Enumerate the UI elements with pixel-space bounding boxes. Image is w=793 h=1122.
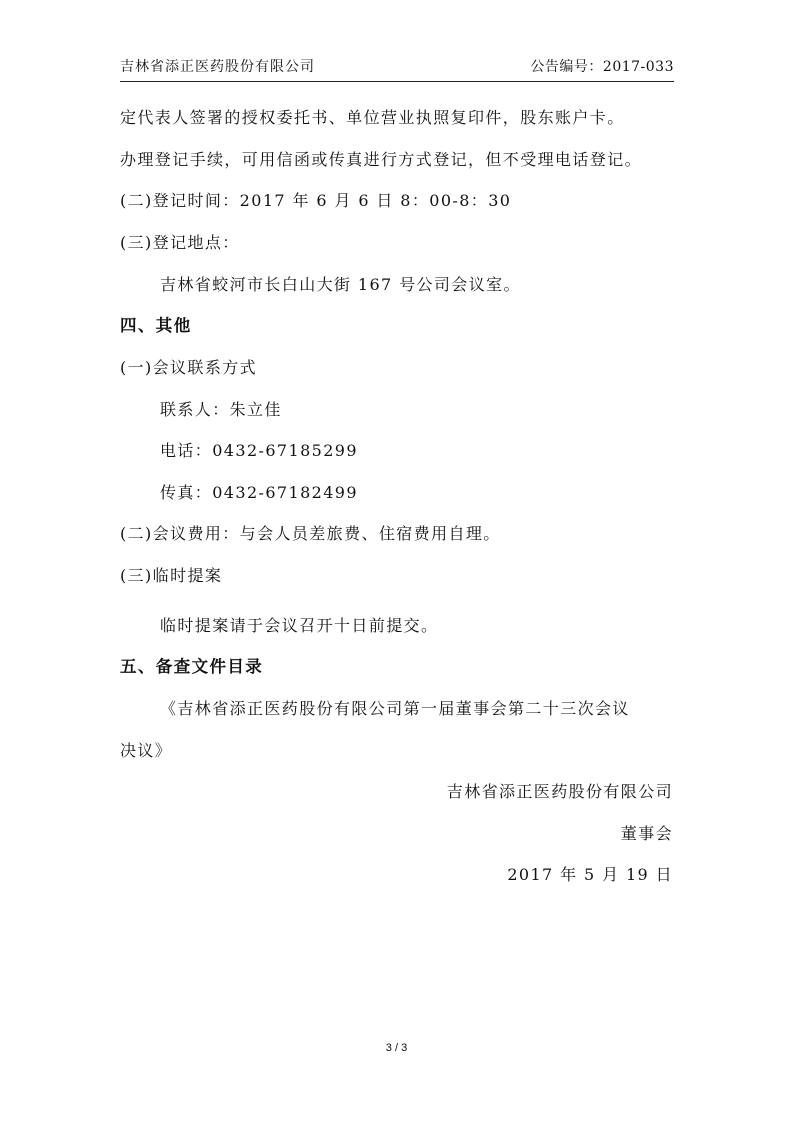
reference-document-line-1: 《吉林省添正医药股份有限公司第一届董事会第二十三次会议 [160, 699, 630, 718]
signature-company: 吉林省添正医药股份有限公司 [446, 782, 673, 801]
body-line-authorization: 定代表人签署的授权委托书、单位营业执照复印件，股东账户卡。 [120, 108, 625, 127]
contact-person: 联系人：朱立佳 [160, 400, 282, 419]
signature-date: 2017 年 5 月 19 日 [507, 865, 673, 884]
section-5-title: 五、备查文件目录 [120, 657, 264, 676]
page-header [120, 57, 674, 82]
contact-phone: 电话：0432-67185299 [160, 441, 358, 460]
header-company-name: 吉林省添正医药股份有限公司 [120, 59, 315, 75]
reference-document-line-2: 决议》 [120, 741, 173, 760]
header-notice-number: 公告编号：2017-033 [530, 59, 674, 75]
registration-time: (二)登记时间：2017 年 6 月 6 日 8：00-8：30 [120, 191, 512, 210]
proposal-label: (三)临时提案 [120, 566, 223, 585]
registration-place: 吉林省蛟河市长白山大街 167 号公司会议室。 [160, 275, 521, 294]
contact-fax: 传真：0432-67182499 [160, 483, 358, 502]
registration-place-label: (三)登记地点： [120, 233, 240, 252]
contact-label: (一)会议联系方式 [120, 358, 258, 377]
page-number: 3 / 3 [385, 1042, 408, 1054]
proposal-text: 临时提案请于会议召开十日前提交。 [160, 616, 439, 635]
signature-board: 董事会 [620, 824, 673, 843]
meeting-fees: (二)会议费用：与会人员差旅费、住宿费用自理。 [120, 524, 501, 543]
section-4-title: 四、其他 [120, 316, 192, 335]
body-line-registration-method: 办理登记手续，可用信函或传真进行方式登记，但不受理电话登记。 [120, 150, 643, 169]
